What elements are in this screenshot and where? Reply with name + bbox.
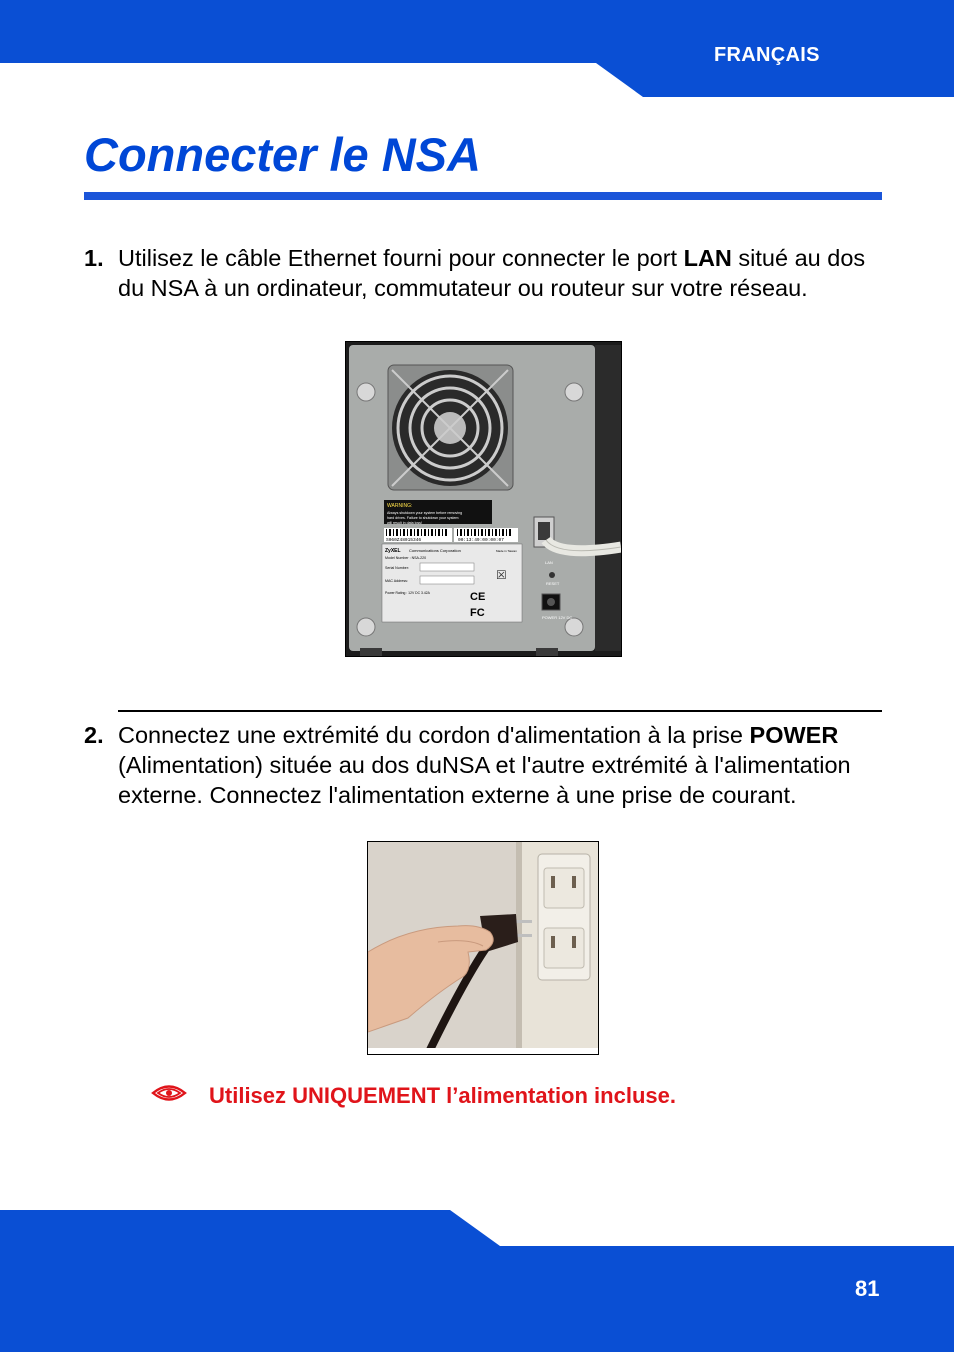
title-underline	[84, 192, 882, 200]
language-label: FRANÇAIS	[714, 44, 820, 66]
page-title: Connecter le NSA	[84, 128, 481, 181]
step-2	[84, 720, 884, 810]
step-2-number: 2.	[84, 722, 104, 748]
reset-port-text: RESET	[546, 581, 560, 586]
power-rating-label: Power Rating : 12V DC 3.42A	[385, 591, 430, 595]
section-divider	[118, 710, 882, 712]
lan-port-label: LAN	[683, 245, 732, 271]
mac-label: MAC Address:	[385, 579, 408, 583]
page-number: 81	[855, 1276, 880, 1301]
step-1-number: 1.	[84, 245, 104, 271]
step-2-text: Connectez une extrémité du cordon d'alimentation à la prise POWER (Alimentation) située au dos duNSA et l'autre extrémité à l'alimentation externe. Connectez l'alimentation externe à une prise de courant.	[118, 722, 851, 808]
svg-text:CE: CE	[470, 591, 486, 603]
note-text: Utilisez UNIQUEMENT l’alimentation incluse.	[209, 1083, 676, 1108]
mac-barcode-text: 00:13:49:00:00:07	[458, 538, 504, 543]
fan-icon	[388, 365, 513, 490]
lan-port-text: LAN	[545, 560, 553, 565]
svg-text:will result in data loss!: will result in data loss!	[387, 521, 422, 525]
brand-label: ZyXEL	[385, 548, 401, 554]
svg-text:FC: FC	[470, 607, 485, 619]
warning-title: WARNING:	[387, 503, 413, 509]
power-plug-figure	[367, 841, 599, 1055]
serial-label: Serial Number:	[385, 566, 409, 570]
power-port-text: POWER 12V DC	[542, 615, 573, 620]
svg-text:Always shutdown your system be: Always shutdown your system before removing	[387, 511, 463, 515]
wall-outlet-icon	[538, 854, 590, 980]
svg-text:hard drives. Failure to shutdo: hard drives. Failure to shutdown your system	[387, 516, 459, 520]
nsa-rear-panel-figure	[345, 341, 622, 657]
footer-band	[0, 1210, 954, 1352]
power-port-label: POWER	[749, 722, 839, 748]
made-in-label: Made in Taiwan	[496, 549, 517, 553]
power-plug-image	[368, 842, 598, 1054]
eye-icon	[150, 1080, 188, 1108]
model-label: Model Number : NSA-220	[385, 556, 427, 560]
serial-barcode-text: S060Z48015346	[386, 538, 422, 543]
svg-text:☒: ☒	[496, 568, 507, 582]
step-1-text: Utilisez le câble Ethernet fourni pour connecter le port LAN situé au dos du NSA à un ordinateur, commutateur ou routeur sur votre réseau.	[118, 245, 866, 301]
company-label: Communications Corporation	[409, 548, 461, 553]
nsa-rear-panel-image	[346, 342, 621, 656]
step-1	[84, 243, 884, 303]
